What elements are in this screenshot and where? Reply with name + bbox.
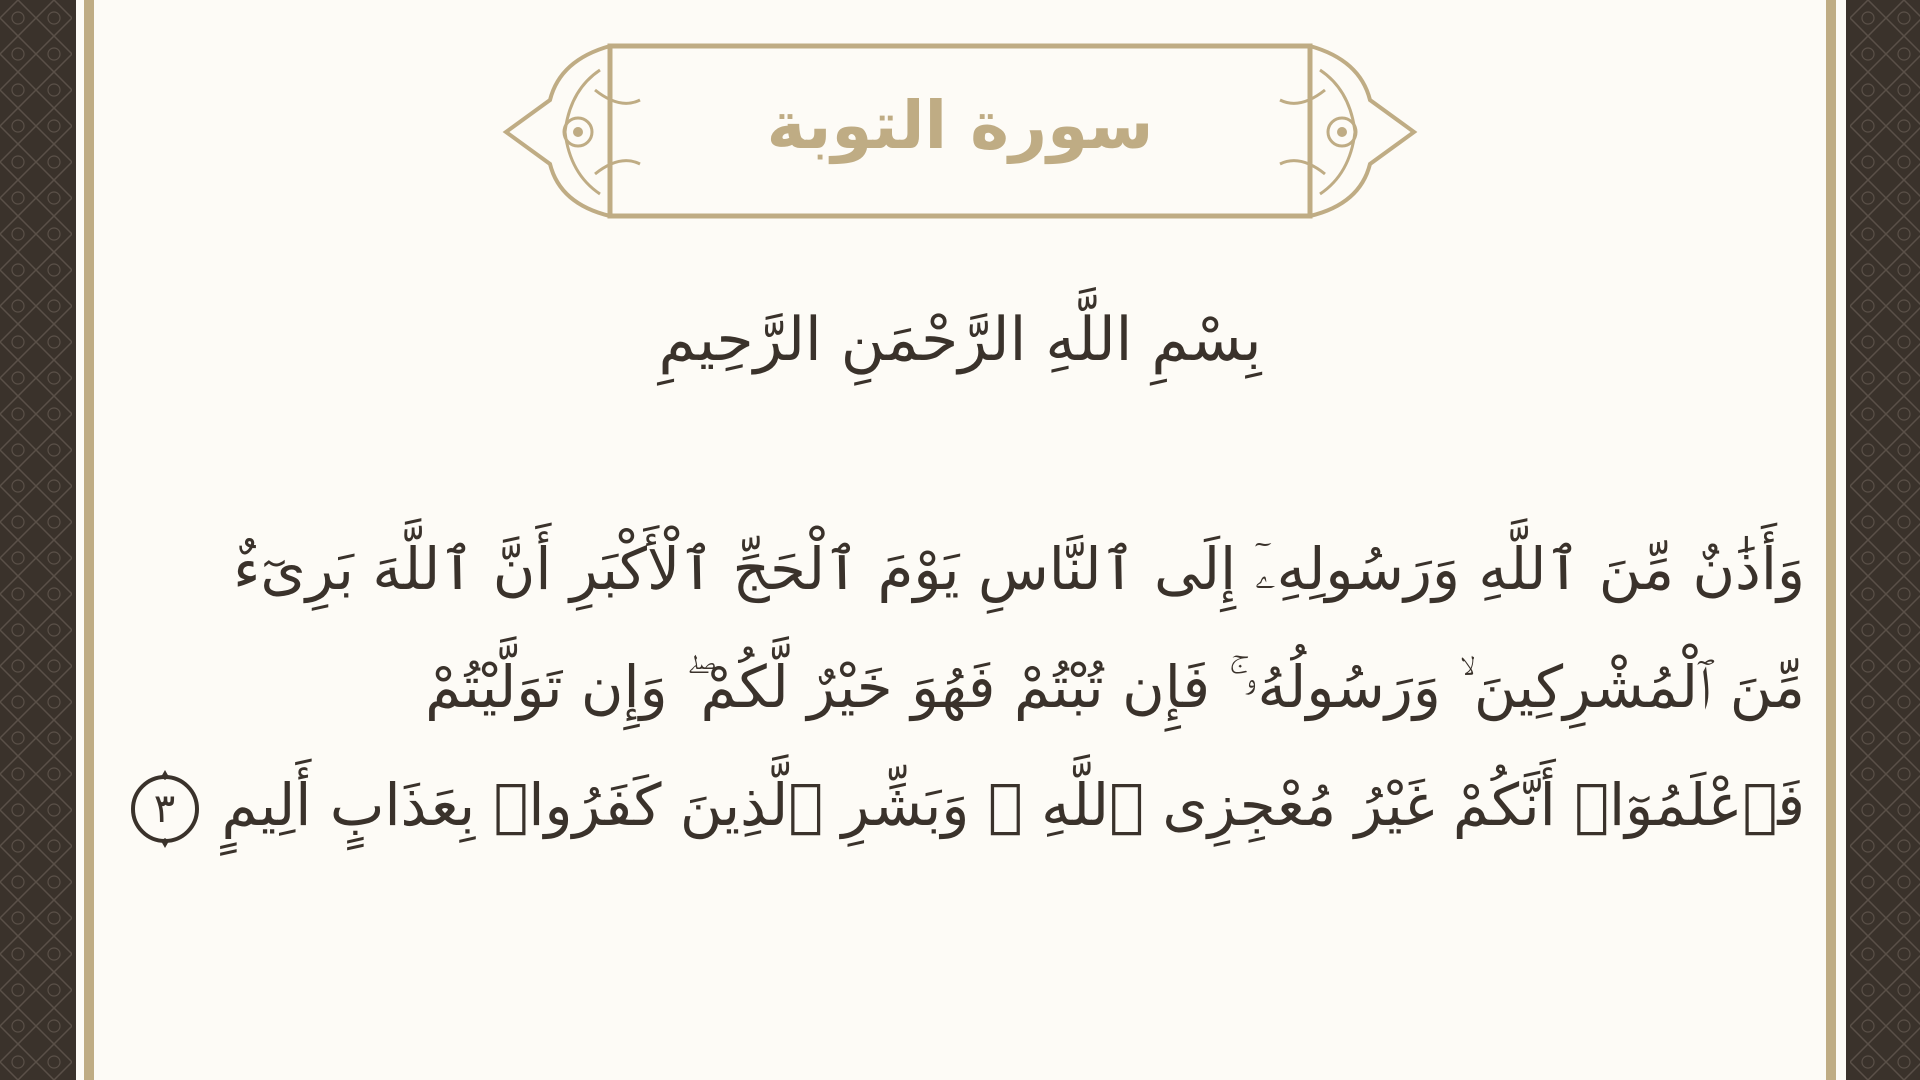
surah-title: سورة التوبة [766,86,1154,164]
left-gold-border [84,0,94,1080]
ayah-end-marker [124,768,206,850]
verse-line-1: وَأَذَٰنٌ مِّنَ ٱللَّهِ وَرَسُولِهِۦٓ إِلَى ٱلنَّاسِ يَوْمَ ٱلْحَجِّ ٱلْأَكْبَرِ أَنَّ ٱللَّهَ بَرِىٓءٌ [233,535,1805,603]
basmala: بِسْمِ اللَّهِ الرَّحْمَنِ الرَّحِيمِ [658,305,1262,375]
verse-text [153,510,1805,864]
verse-line-2: مِّنَ ٱلْمُشْرِكِينَ ۙ وَرَسُولُهُۥ ۚ فَإِن تُبْتُمْ فَهُوَ خَيْرٌ لَّكُمْ ۖ وَإِن تَوَلَّيْتُمْ [425,653,1805,721]
left-pattern-border [0,0,72,1080]
surah-title-frame [500,40,1420,230]
verse-line-3-text: فَٱعْلَمُوٓا۟ أَنَّكُمْ غَيْرُ مُعْجِزِى ٱللَّهِ ۗ وَبَشِّرِ ٱلَّذِينَ كَفَرُوا۟ بِعَذَابٍ أَلِيمٍ [221,771,1805,839]
right-gold-border [1826,0,1836,1080]
left-inner-line [72,0,76,1080]
verse-line-3 [153,746,1805,864]
right-pattern-border [1850,0,1920,1080]
right-inner-line [1846,0,1850,1080]
ayah-number: ٣ [153,785,176,832]
